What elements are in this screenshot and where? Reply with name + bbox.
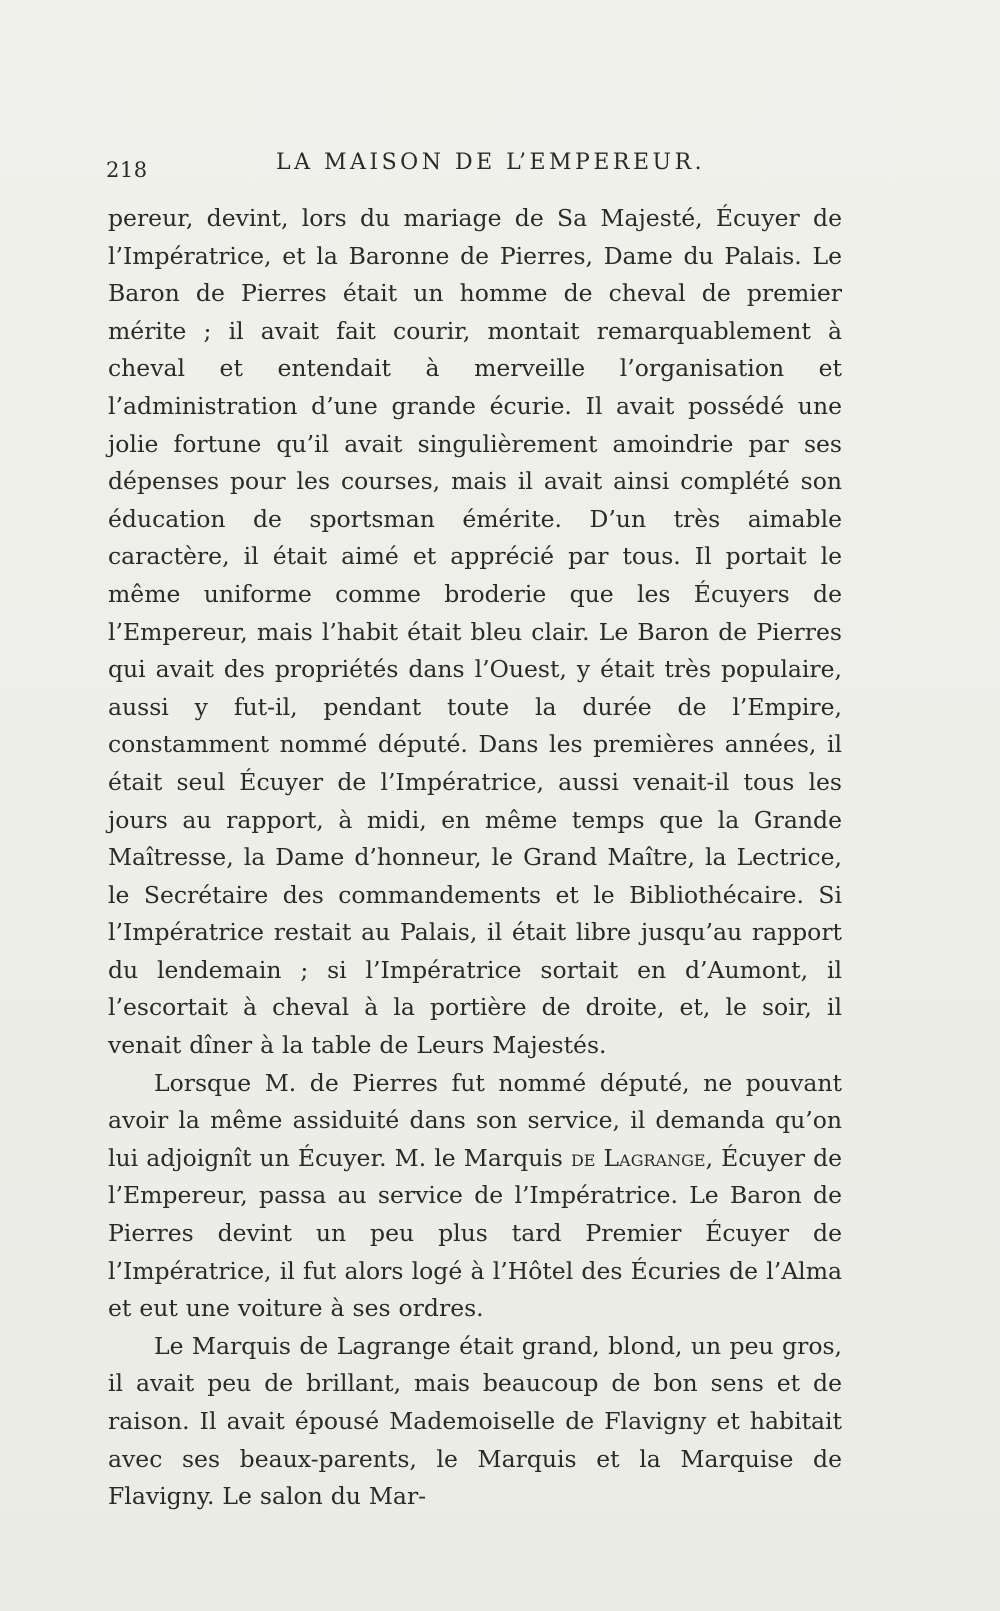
paragraph-1: pereur, devint, lors du mariage de Sa Majesté, Écuyer de l’Impératrice, et la Baronne de Pierres, Dame du Palais. Le Baron de Pierres était un homme de cheval de premier mérite ; il avait fait courir, montait remarquablement à cheval et entendait à merveille l’organisation et l’administration d’une grande écurie. Il avait possédé une jolie fortune qu’il avait singulièrement amoindrie par ses dépenses pour les courses, mais il avait ainsi complété son éducation de sportsman émérite. D’un très aimable caractère, il était aimé et apprécié par tous. Il portait le même uniforme comme broderie que les Écuyers de l’Empereur, mais l’habit était bleu clair. Le Baron de Pierres qui avait des propriétés dans l’Ouest, y était très populaire, aussi y fut-il, pendant toute la durée de l’Empire, constamment nommé député. Dans les premières années, il était seul Écuyer de l’Impératrice, aussi venait-il tous les jours au rapport, à midi, en même temps que la Grande Maîtresse, la Dame d’honneur, le Grand Maître, la Lectrice, le Secrétaire des commandements et le Bibliothécaire. Si l’Impératrice restait au Palais, il était libre jusqu’au rapport du lendemain ; si l’Impératrice sortait en d’Aumont, il l’escortait à cheval à la portière de droite, et, le soir, il venait dîner à la table de Leurs Majestés. xyxy=(108,204,842,1060)
running-title: LA MAISON DE L’EMPEREUR. xyxy=(276,150,706,175)
page-header xyxy=(106,148,846,184)
paragraph-2 xyxy=(108,1065,842,1328)
page-number: 218 xyxy=(106,158,148,182)
paragraph-2-name: de Lagrange xyxy=(570,1143,706,1172)
paragraph-2-text-b: , Écuyer de l’Empereur, passa au service de l’Impératrice. Le Baron de Pierres devint un peu plus tard Premier Écuyer de l’Impératrice, il fut alors logé à l’Hôtel des Écuries de l’Alma et eut une voiture à ses ordres. xyxy=(108,1143,843,1323)
paragraph-2-text-a: Lorsque M. de Pierres fut nommé député, ne pouvant avoir la même assiduité dans son service, il demanda qu’on lui adjoignît un Écuyer. M. le Marquis xyxy=(108,1068,842,1172)
paragraph-3: Le Marquis de Lagrange était grand, blond, un peu gros, il avait peu de brillant, mais beaucoup de bon sens et de raison. Il avait épousé Mademoiselle de Flavigny et habitait avec ses beaux-parents, le Marquis et la Marquise de Flavigny. Le salon du Mar- xyxy=(108,1331,842,1511)
body-text xyxy=(108,200,842,1516)
